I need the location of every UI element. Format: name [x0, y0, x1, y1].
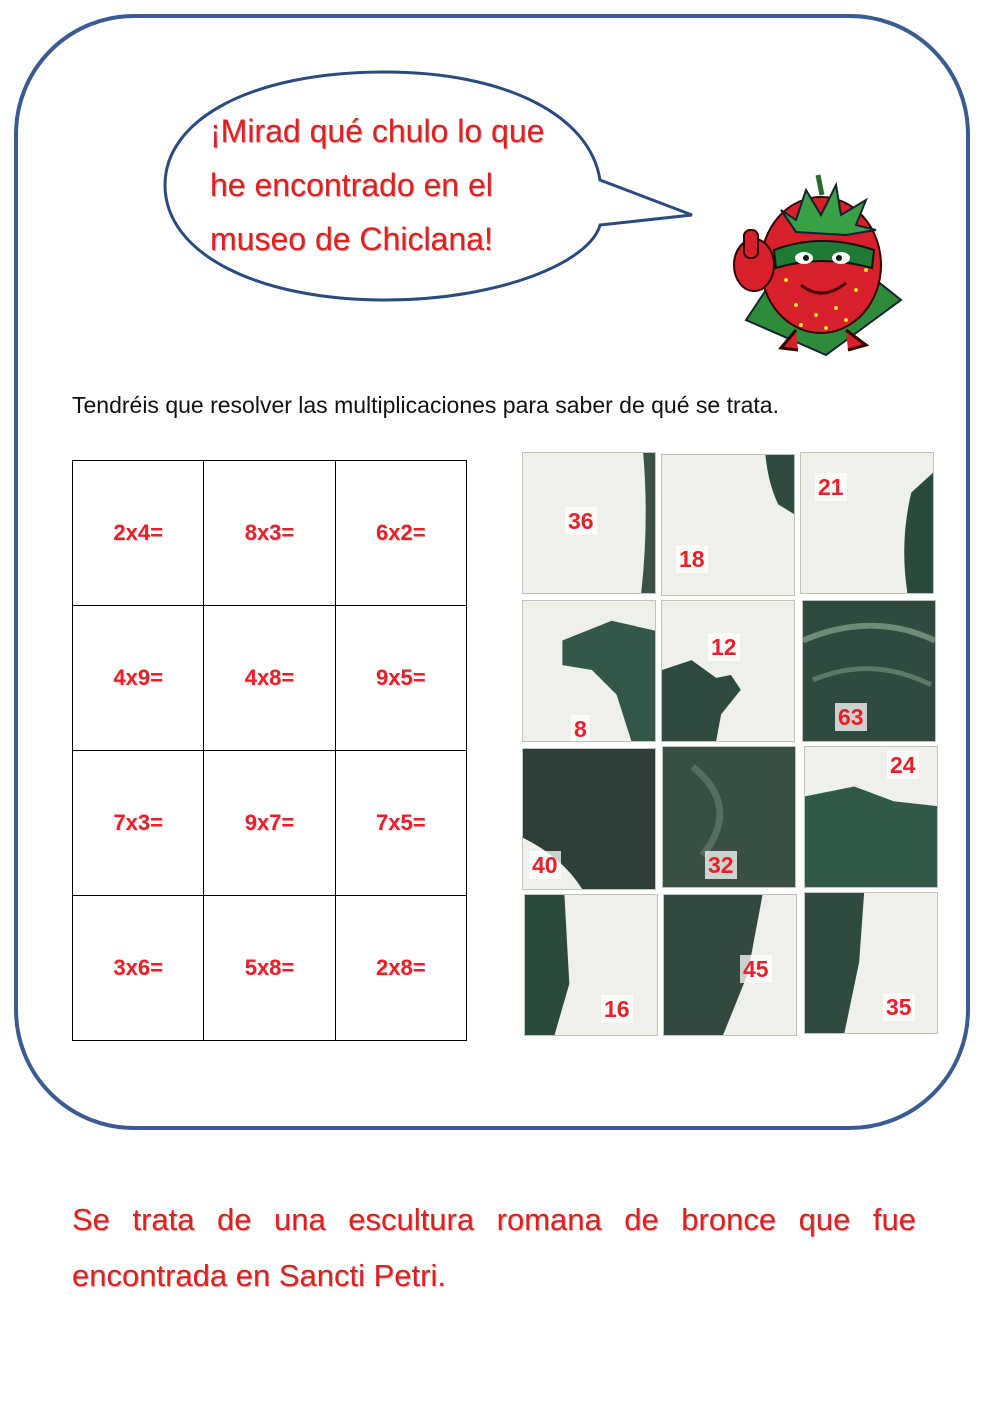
puzzle-tile[interactable] [800, 452, 934, 594]
tile-number: 45 [740, 955, 772, 983]
tile-number: 12 [708, 633, 740, 661]
multiplication-cell: 7x3= [73, 751, 204, 896]
puzzle-tile[interactable] [661, 454, 795, 596]
multiplication-cell: 7x5= [335, 751, 466, 896]
multiplication-cell: 2x4= [73, 461, 204, 606]
multiplication-cell: 2x8= [335, 896, 466, 1041]
multiplication-table [72, 460, 467, 1041]
instruction-text: Tendréis que resolver las multiplicaciones para saber de qué se trata. [72, 392, 779, 418]
speech-line-1: ¡Mirad qué chulo lo que [210, 113, 545, 149]
multiplication-cell: 3x6= [73, 896, 204, 1041]
tile-number: 8 [571, 715, 590, 742]
table-row [73, 751, 467, 896]
multiplication-cell: 9x5= [335, 606, 466, 751]
puzzle-tile[interactable] [804, 892, 938, 1034]
multiplication-cell: 5x8= [204, 896, 335, 1041]
puzzle-tile[interactable] [524, 894, 658, 1036]
multiplication-cell: 8x3= [204, 461, 335, 606]
puzzle-tile[interactable] [804, 746, 938, 888]
puzzle-tile[interactable] [802, 600, 936, 742]
tile-number: 36 [565, 507, 597, 535]
tile-number: 63 [835, 703, 867, 731]
puzzle-tile[interactable] [522, 600, 656, 742]
multiplication-cell: 9x7= [204, 751, 335, 896]
table-row [73, 896, 467, 1041]
puzzle-tile[interactable] [662, 746, 796, 888]
tile-number: 21 [815, 473, 847, 501]
speech-line-3: museo de Chiclana! [210, 221, 493, 257]
table-row [73, 461, 467, 606]
puzzle-tile[interactable] [522, 452, 656, 594]
puzzle-tile[interactable] [663, 894, 797, 1036]
tile-number: 32 [705, 851, 737, 879]
speech-line-2: he encontrado en el [210, 167, 493, 203]
puzzle-tile[interactable] [522, 748, 656, 890]
table-row [73, 606, 467, 751]
tile-number: 35 [883, 993, 915, 1021]
tile-number: 18 [676, 545, 708, 573]
strawberry-mascot-icon [726, 170, 906, 360]
tile-number: 40 [529, 851, 561, 879]
multiplication-cell: 4x9= [73, 606, 204, 751]
multiplication-cell: 4x8= [204, 606, 335, 751]
answer-text: Se trata de una escultura romana de bronce que fue encontrada en Sancti Petri. [72, 1202, 916, 1293]
multiplication-cell: 6x2= [335, 461, 466, 606]
sculpture-puzzle [520, 452, 938, 1036]
speech-bubble-text [210, 104, 610, 266]
puzzle-tile[interactable] [661, 600, 795, 742]
tile-number: 24 [887, 751, 919, 779]
tile-number: 16 [601, 995, 633, 1023]
